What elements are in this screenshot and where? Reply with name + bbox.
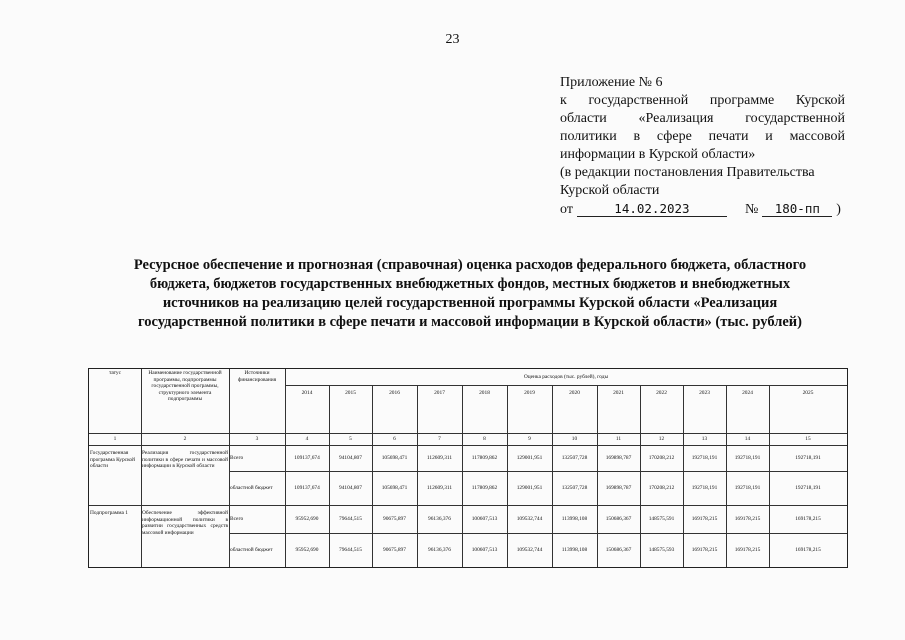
table-grid-line [229,533,847,534]
table-cell-value: 112609,311 [426,485,453,491]
table-cell-value: 192718,191 [734,485,761,491]
column-number: 12 [658,436,665,442]
column-header-year: 2021 [613,390,624,396]
column-number: 2 [183,436,187,442]
appendix-line: информации в Курской области» [560,147,756,162]
column-header-year: 2014 [301,390,313,396]
table-cell-value: 79644,515 [339,516,362,522]
table-grid-line [769,385,770,567]
table-grid-line [229,471,847,472]
table-cell-value: 192718,191 [795,455,821,461]
table-cell-value: 112609,311 [426,455,453,461]
page-number: 23 [445,32,460,47]
table-cell-value: 109532,744 [516,547,543,553]
table-grid-line [372,385,373,567]
resolution-date: 14.02.2023 [577,202,727,217]
date-prefix: от [560,202,573,217]
column-number: 14 [744,436,751,442]
resolution-date-line [560,201,845,219]
table-grid-line [726,385,727,567]
table-cell-value: 192718,191 [691,485,718,491]
table-cell-value: 109532,744 [516,516,543,522]
table-cell-value: 170208,212 [648,485,675,491]
table-grid-line [683,385,684,567]
table-cell-value: 96136,376 [428,516,451,522]
table-cell-value: 100607,513 [471,547,498,553]
column-header-year: 2024 [742,390,753,396]
appendix-line: области «Реализация государственной [560,111,845,126]
column-header-year: 2019 [524,390,535,396]
document-title: Ресурсное обеспечение и прогнозная (справочная) оценка расходов федерального бюджета, областного бюджета, бюджетов государственных внебюджетных фондов, местных бюджетов и внебюджетных источников на реализацию целей государственной программы Курской области «Реализация государственной политики в сфере печати и массовой информации в Курской области» (тыс. рублей) [133,257,807,330]
table-cell-value: 132507,728 [561,455,588,461]
funding-source: Всего [230,455,244,461]
table-cell-value: 192718,191 [691,455,718,461]
table-cell-value: 192718,191 [795,485,821,491]
column-number: 6 [393,436,396,442]
budget-table [88,368,848,568]
table-cell-value: 79644,515 [339,547,362,553]
table-cell-value: 169898,787 [605,455,632,461]
block-name: Обеспечение эффективной информационной политики в развитии государственных средств массовой информации [142,510,228,536]
table-grid-line [89,505,847,506]
column-number: 10 [571,436,578,442]
table-cell-value: 90675,897 [383,547,406,553]
column-number: 1 [113,436,117,442]
table-cell-value: 90675,897 [383,516,406,522]
column-number: 9 [528,436,531,442]
table-cell-value: 117809,862 [471,455,498,461]
table-grid-line [89,445,847,446]
table-grid-line [640,385,641,567]
appendix-line: (в редакции постановления Правительства [560,165,815,180]
table-cell-value: 96136,376 [428,547,451,553]
table-grid-line [552,385,553,567]
column-header-year: 2023 [699,390,710,396]
table-cell-value: 132507,728 [561,485,588,491]
column-header-year: 2022 [656,390,667,396]
table-cell-value: 105698,471 [381,455,408,461]
column-number: 3 [255,436,259,442]
table-cell-value: 192718,191 [734,455,761,461]
table-cell-value: 109137,674 [294,455,320,461]
table-cell-value: 109137,674 [294,485,320,491]
column-header-year: 2016 [389,390,400,396]
table-cell-value: 169178,215 [734,516,761,522]
column-header-name: Наименование государственной программы, подпрограммы государственной программы, структурного элемента подпрограммы [148,370,222,403]
table-cell-value: 170208,212 [648,455,675,461]
column-number: 4 [305,436,309,442]
appendix-line: к государственной программе Курской [560,93,845,108]
table-cell-value: 95952,690 [295,516,319,522]
table-cell-value: 150686,367 [605,547,632,553]
funding-source: областной бюджет [230,485,273,491]
column-header-source: Источники финансирования [237,370,277,383]
column-header-estimate: Оценка расходов (тыс. рублей), годы [523,374,609,380]
table-grid-line [507,385,508,567]
table-cell-value: 148575,591 [648,516,675,522]
column-number: 13 [701,436,708,442]
appendix-line: политики в сфере печати и массовой [560,129,845,144]
table-cell-value: 94104,807 [339,455,362,461]
column-header-year: 2020 [569,390,580,396]
table-grid-line [285,385,847,386]
table-grid-line [462,385,463,567]
block-status: Государственная программа Курской области [90,450,135,470]
table-cell-value: 117809,862 [471,485,498,491]
column-number: 5 [349,436,352,442]
table-cell-value: 169178,215 [795,516,821,522]
column-number: 8 [483,436,486,442]
column-number: 15 [805,436,811,442]
table-cell-value: 169178,215 [691,547,718,553]
funding-source: Всего [230,516,244,522]
column-number: 7 [438,436,441,442]
number-prefix: № [744,202,759,217]
column-header-year: 2018 [479,390,490,396]
table-grid-line [89,433,847,434]
column-header-year: 2017 [434,390,445,396]
table-cell-value: 150686,367 [605,516,632,522]
table-cell-value: 94104,807 [339,485,362,491]
block-status: Подпрограмма 1 [90,510,128,516]
table-cell-value: 105698,471 [381,485,408,491]
appendix-heading: Приложение № 6 [560,75,663,90]
closing-paren: ) [836,202,841,217]
table-grid-line [417,385,418,567]
table-cell-value: 169898,787 [605,485,632,491]
table-cell-value: 129001,951 [516,485,543,491]
table-cell-value: 169178,215 [795,547,821,553]
table-cell-value: 95952,690 [295,547,319,553]
table-grid-line [597,385,598,567]
table-cell-value: 113998,108 [561,516,588,522]
appendix-block [560,74,845,219]
table-cell-value: 169178,215 [734,547,761,553]
appendix-line: Курской области [560,183,660,198]
table-cell-value: 113998,108 [561,547,588,553]
table-cell-value: 148575,593 [648,547,675,553]
column-number: 11 [615,436,622,442]
column-header-year: 2025 [802,390,814,396]
column-header-status: татус [108,370,122,376]
table-cell-value: 100607,513 [471,516,498,522]
table-cell-value: 169178,215 [691,516,718,522]
table-cell-value: 129001,951 [516,455,543,461]
table-grid-line [329,385,330,567]
funding-source: областной бюджет [230,547,273,553]
resolution-number: 180-пп [762,202,832,217]
block-name: Реализация государственной политики в сфере печати и массовой информации в Курской области [142,450,228,470]
column-header-year: 2015 [345,390,356,396]
